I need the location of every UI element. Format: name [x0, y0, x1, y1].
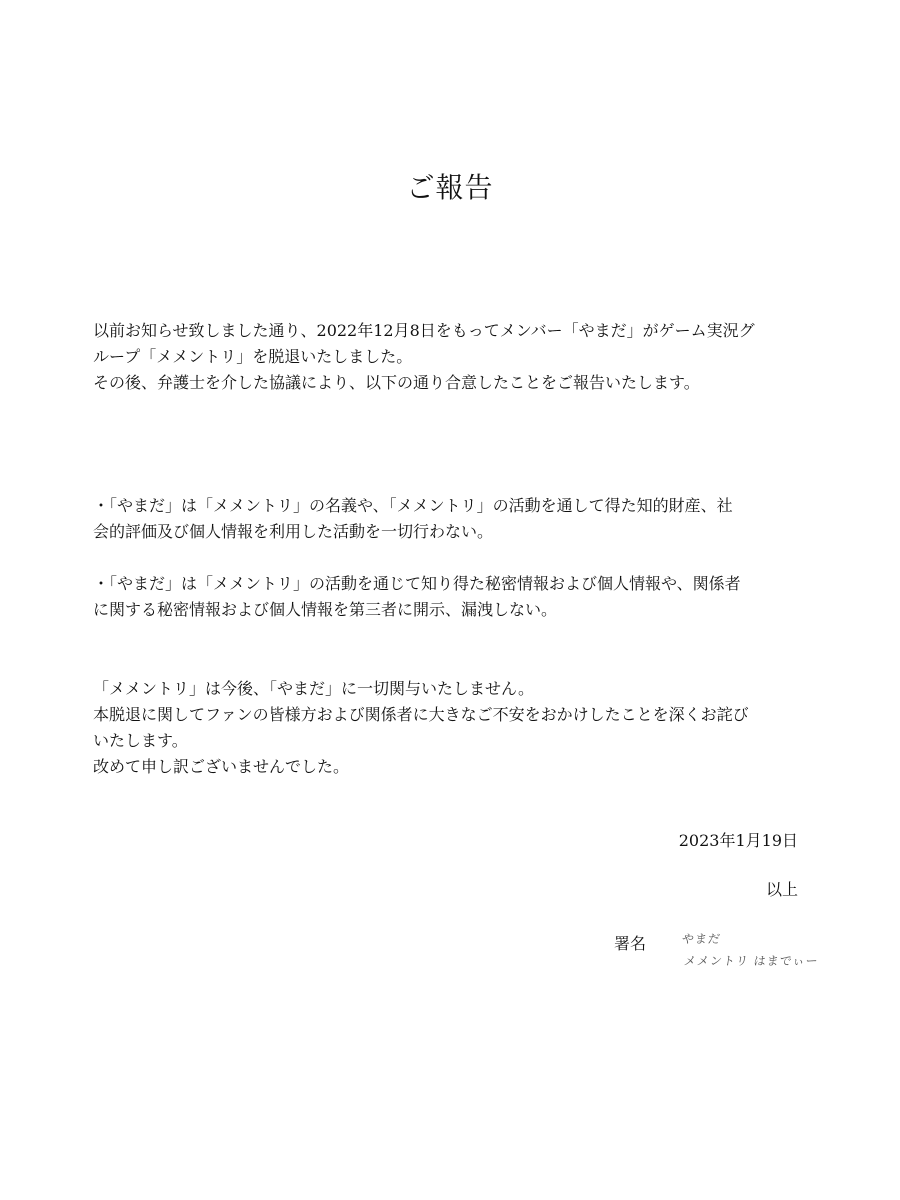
signature-line: やまだ	[680, 932, 722, 946]
signature-label: 署名	[614, 934, 647, 953]
agreement-item-line: に関する秘密情報および個人情報を第三者に開示、漏洩しない。	[93, 600, 558, 619]
page-title: ご報告	[406, 171, 494, 204]
closing-line: 本脱退に関してファンの皆様方および関係者に大きなご不安をおかけしたことを深くお詫び	[93, 705, 749, 724]
agreement-item-1	[93, 493, 811, 545]
document-date: 2023年1月19日	[678, 831, 798, 850]
handwritten-signature	[682, 928, 842, 978]
intro-paragraph	[93, 318, 811, 396]
signature-line: メメントリ はまでぃー	[682, 954, 820, 968]
end-mark: 以上	[765, 880, 798, 899]
closing-line: 改めて申し訳ございませんでした。	[93, 757, 350, 776]
agreement-item-line: ・「やまだ」は「メメントリ」の活動を通じて知り得た秘密情報および個人情報や、関係者	[93, 574, 741, 593]
agreement-item-line: ・「やまだ」は「メメントリ」の名義や、「メメントリ」の活動を通して得た知的財産、社	[93, 496, 733, 515]
intro-line: その後、弁護士を介した協議により、以下の通り合意したことをご報告いたします。	[93, 373, 700, 392]
agreement-item-2	[93, 571, 811, 623]
closing-paragraph	[93, 676, 811, 780]
closing-line: いたします。	[93, 731, 188, 750]
intro-line: 以前お知らせ致しました通り、2022年12月8日をもってメンバー「やまだ」がゲーム実況グ	[93, 321, 755, 340]
agreement-item-line: 会的評価及び個人情報を利用した活動を一切行わない。	[93, 522, 494, 541]
intro-line: ループ「メメントリ」を脱退いたしました。	[93, 347, 413, 366]
closing-line: 「メメントリ」は今後、「やまだ」に一切関与いたしません。	[93, 679, 534, 698]
